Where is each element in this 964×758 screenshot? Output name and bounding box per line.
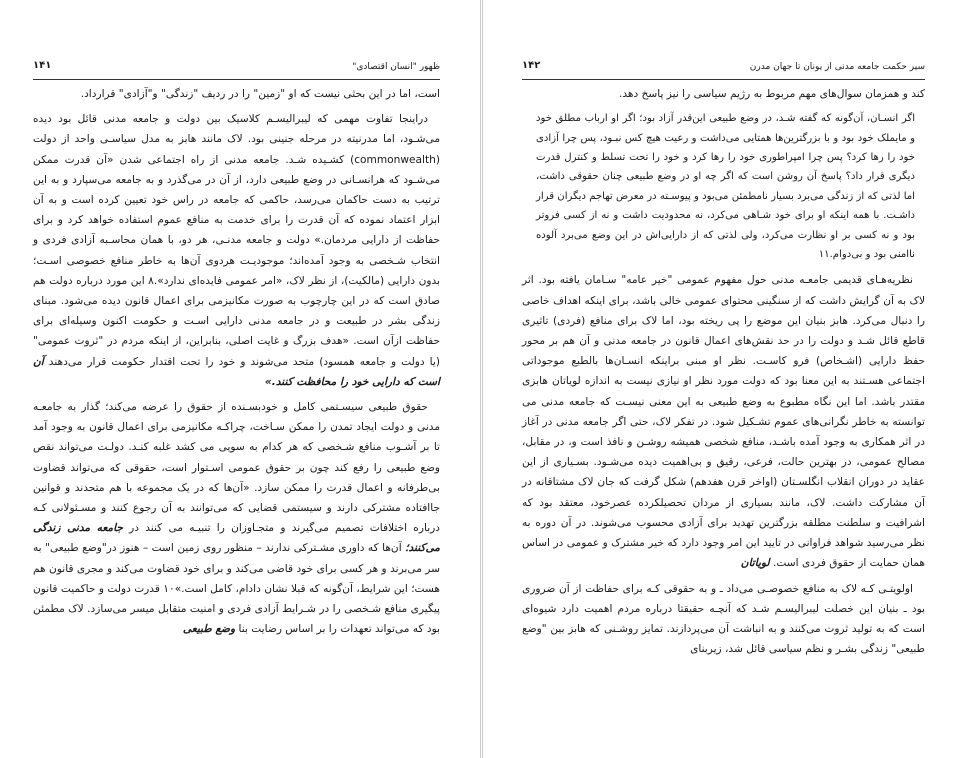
emphasis-text: جامعه مدنی زندگی می‌کنند؛ (33, 522, 440, 555)
paragraph-text: حقوق طبیعی سیسـتمی کامل و خودبسـنده از حقوق را عرضه می‌کند؛ گذار به جامعـه مدنی و دولت ایجاد تمدن را ممکن سـاخت، چراکـه مکانیزمی برای اعمال قانون به وجود آمد تا بر آشـوب منافع شـخصی که هر کدام به سویی می کشد غلبه کنـد. دولـت می‌تواند نقص وضع طبیعی را رفع کند چون بر حقوق عمومی اسـتوار است، حقوقی که می‌تواند قضاوت بی‌طرفانه و اعمال قدرت را ممکن سازد. «آن‌ها که در یک مجموعه با هم متحدند و قوانین جاافتاده مشترکی دارند و سیستمی قضایی که می‌توانند به آن رجوع کنند و مسـئولانی کـه درباره اختلافات تصمیم می‌گیرند و متجـاوزان را تنبیـه می کنند در (33, 401, 440, 535)
running-title: ظهور "انسان اقتصادی" (352, 62, 440, 72)
emphasis-text: وضع طبیعی (182, 623, 236, 636)
emphasis-text: آن است که دارایی خود را محافظت کنند.» (33, 355, 440, 388)
paragraph-text: دراینجا تفاوت مهمی که لیبرالیسـم کلاسیک بین دولت و جامعه مدنی قائل بود دیده می‌شـود، اما مدرنیته در مرحله جنینی بود. لاک مانند هابز به مدل سیاسـی واحد از دولت (commonwealth) کشـیده شـد. جامعه مدنی از راه اجتماعی شدن «آن قدرت ممکن می‌شـود که هرانسـانی در وضع طبیعی دارد، از آن در می‌گذرد و به جامعه می‌سپارد و به این ترتیب به دست حاکمان می‌رسد، حاکمی که جامعه در راس خود تعیین کرده است و به آن ابزار اعتماد نموده که آن قدرت را برای خدمت به منافع عموم استفاده خواهد کرد و برای حفاظت از دارایی مردمان.» دولت و جامعه مدنـی، هر دو، با همان محاسـبه آزادی فردی و انتخاب شـخصی به وجود آمده‌اند؛ موجودیـت هردوی آن‌ها به خاطر منافع خصوصی اسـت؛ بدون دارایی (مالکیت)، از نظر لاک، «امر عمومی فایده‌ای ندارد».۸ این مورد درباره دولت هم صادق است که در این چارچوب به صورت مکانیزمی برای اعمال قانون دیده می‌شود. مبنای زندگی بشر در طبیعت و در جامعه مدنی دارایی اسـت و حکومت اکنون وسیله‌ای برای حفاظت ازآن است. «هدف بزرگ و غایت اصلی، بنابراین، از اینکه مردم در "ثروت عمومی" (یا دولت و جامعه همسود) متحد می‌شوند و خود را تحت اقتدار حکومت قرار می‌دهند (33, 113, 440, 368)
paragraph (33, 397, 440, 639)
paragraph-text: نظریه‌هـای قدیمی جامعـه مدنی حول مفهوم عمومی "خیر عامه" سـامان یافته بود. اثر لاک به آن گرایش داشت که از سنگینی محتوای عمومی خالی باشد، برای اینکه اهداف خاصی را دنبال می‌کرد. هابز بنیان این موضع را پی ریخته بود، اما لاک برای منافع (فردی) تاثیری قاطع قائل شـد و دولت را در حد نقش‌های اعمال قانون در جامعه مدنی و آن هم بر محور حفظ دارایی (اشـخاص) فرو کاسـت. نظر او مبنی براینکه انسـان‌ها بالطبع موجوداتی اجتماعی هسـتند به این معنا بود که دولت مورد نظر او نیازی نیست به اندازه لویاتان هابزی مقتدر باشد. اما این نگاه مطبوع به وضع طبیعی به این معنی نیسـت که جامعه مدنی می توانسته به خاطر نگرانی‌های عموم تشـکیل شود. در تفکر لاک، حتی اگر جامعه مدنی در آغاز در اثر همکاری به وجود آمده باشـد، منافع شخصی همیشه روشـن و نافذ است و، در مقابل، مصالح عمومی، در بهترین حالت، فرعی، رقیق و بی‌اهمیت دیده می‌شـود. بسـیاری از این عقاید در دوران انقلاب انگلسـتان (اواخر قرن هفدهم) شکل گرفت که جان لاک مشتاقانه در آن مشارکت داشت. لاک، مانند بسیاری از مردان تحصیلکرده عصرخود، معتقد بود که اشرافیت و سلطنت مطلقه بزرگترین تهدید برای آزادی محسوب می‌شوند. در آن دوره به نظر می‌رسید شواهد فراوانی در تایید این امر وجود دارد که خیر مشترک و عمومی در اساس همان حمایت از حقوق فردی است. (522, 274, 925, 570)
page-number: ۱۴۱ (33, 60, 52, 71)
header-rule (522, 79, 925, 80)
left-page (0, 0, 481, 758)
paragraph (522, 270, 925, 573)
right-page-body (522, 84, 925, 664)
page-number: ۱۴۲ (522, 60, 541, 71)
running-title: سیر حکمت جامعه مدنی از یونان تا جهان مدرن (749, 62, 925, 72)
paragraph (33, 109, 440, 392)
block-quote: اگر انسـان، آن‌گونه که گفته شـد، در وضع طبیعی این‌قدر آزاد بود؛ اگر او ارباب مطلق خود و مایملک خود بود و با بزرگترین‌ها همتایی می‌داشت و رعیت هیچ کس نبـود، پس چرا آزادی خود را رها کرد؟ پس چرا امپراطوری خود را رها کرد و خود را تحت تسلط و کنترل قدرت دیگری قرار داد؟ پاسخ آن روشن است که اگر چه او در وضع طبیعی چنان حقوقی داشت، اما لذتی که از زندگی می‌برد بسیار نامطمئن می‌بود و پیوسـته در معرض تهاجم دیگران قرار داشـت. با همه اینکه او برای خود شـاهی می‌کرد، نه محدودیت داشت و نه از کسی فروتر بود و نه کسی بر او نظارت می‌کرد، ولی لذتی که از دارایی‌اش در این وضع می‌برد آلوده ناامنی بود و بی‌دوام.۱۱ (536, 113, 915, 261)
emphasis-text: لویاتان (740, 557, 770, 570)
paragraph: کند و همزمان سوال‌های مهم مربوط به رژیم سیاسی را نیز پاسخ دهد. (618, 88, 925, 100)
right-page-header (522, 58, 925, 80)
paragraph-text: آن‌ها که داوری (338, 542, 402, 555)
header-rule (33, 79, 440, 80)
paragraph: است، اما در این بحثی نیست که او "زمین" را در ردیف "زندگی" و"آزادی" قرارداد. (80, 88, 440, 100)
paragraph: اولویتـی کـه لاک به منافع خصوصـی می‌داد ـ و به حقوقی کـه برای حفاظت از آن ضروری بود ـ بنیان این خصلت لیبرالیسـم شـد که آنچـه حقیقتا درباره مردم اهمیت دارد شیوه‌ای است که به تولید ثروت می‌کنند و به انباشت آن می‌پردازند. تمایز روشـنی که هابز بین "وضع طبیعی" زندگی بشـر و نظم سیاسی قائل شد، زیربنای (522, 582, 925, 656)
right-page (482, 0, 963, 758)
left-page-header (33, 58, 440, 80)
paragraph-text: مشـترکی ندارند – منظور روی زمین است – هنوز در"وضع طبیعی" به سر می‌برند و هر کسی برای خود قاضی می‌کند و برای خود قضاوت می‌کند و مجری قانون هم هست؛ این شرایط، آن‌گونه که قبلا نشان دادام، کامل است.»۱۰ قدرت دولت و حاکمیت قانون پیگیری منافع شـخصی را در شـرایط آزادی فردی و امنیت متقابل میسر می‌سازد. لاک مطمئن بود که می‌تواند تعهدات را بر اساس رضایت بنا (33, 542, 440, 636)
left-page-body (33, 84, 440, 644)
